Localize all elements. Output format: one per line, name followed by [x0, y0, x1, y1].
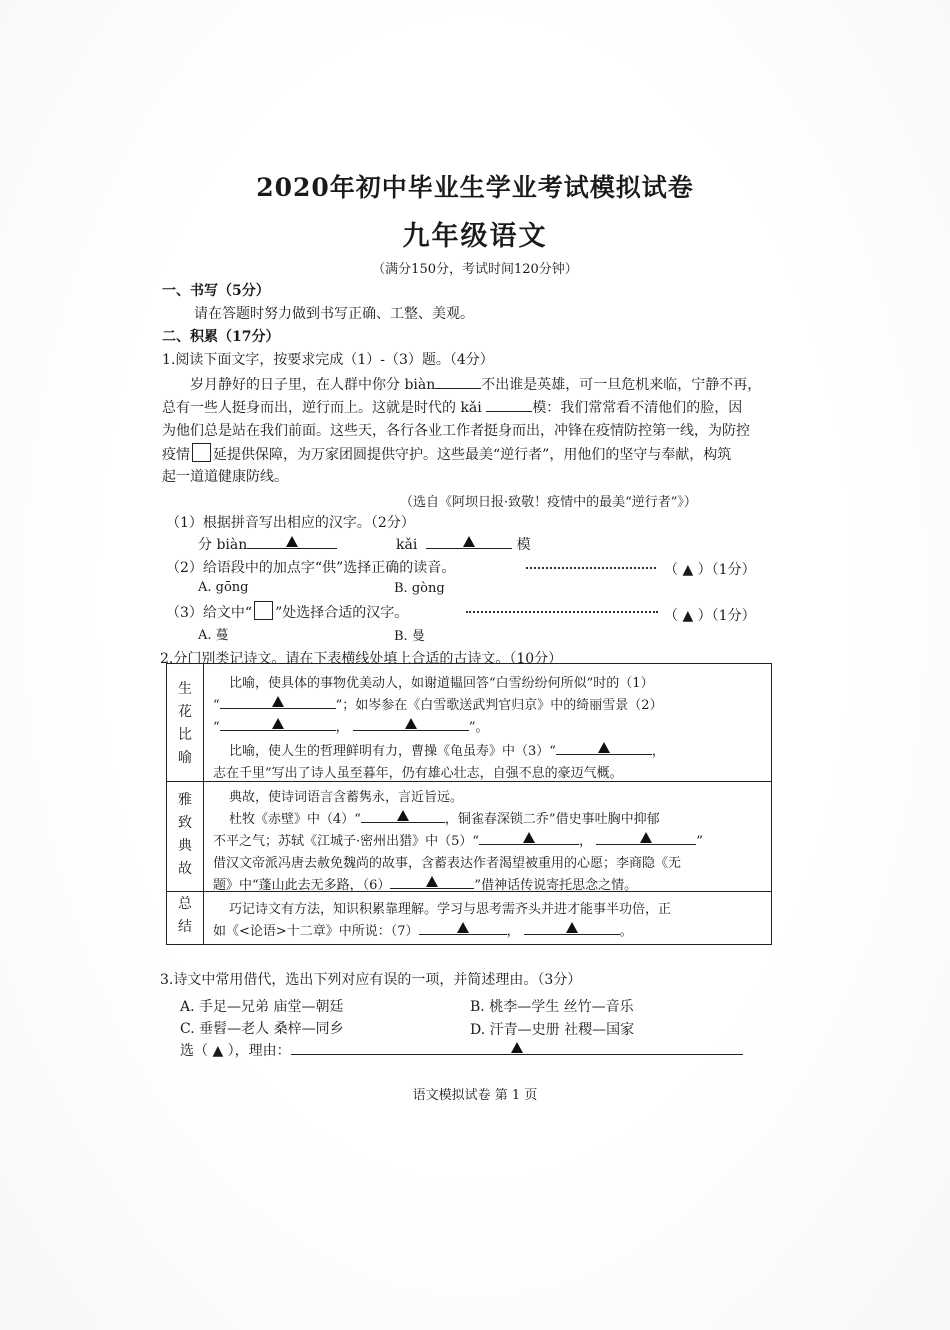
passage-l2b: 模：我们常常看不清他们的脸，因	[532, 400, 743, 416]
cat-char: 结	[178, 919, 192, 935]
q3-prompt: 3.诗文中常用借代，选出下列对应有误的一项，并简述理由。（3分）	[160, 972, 582, 988]
triangle-marker-icon	[457, 922, 469, 933]
subject-title: 九年级语文	[402, 221, 548, 252]
triangle-marker-icon	[640, 832, 652, 843]
passage-l1b: 不出谁是英雄，可一旦危机来临，宁静不再，	[481, 377, 762, 393]
passage-l2a: 总有一些人挺身而出，逆行而上。这就是时代的 kǎi	[162, 400, 482, 416]
r1-l2a: “	[213, 698, 220, 713]
r2-l3b: ，	[579, 834, 593, 849]
category-yazhi-diangu	[167, 789, 203, 881]
sub3-box	[254, 601, 273, 620]
sub3-prompt-a: （3）给文中“	[166, 605, 253, 621]
passage-l4b: 延提供保障，为万家团圆提供守护。这些最美“逆行者”，用他们的坚守与奉献，构筑	[213, 447, 732, 463]
r2-l5a: 题》中“蓬山此去无多路，（6）	[213, 878, 391, 893]
triangle-marker-icon	[511, 1042, 523, 1053]
sub1-b-label: kǎi	[396, 537, 418, 553]
r3-l2c: 。	[619, 924, 633, 939]
r1-line5: 志在千里”写出了诗人虽至暮年，仍有雄心壮志，自强不息的豪迈气概。	[213, 766, 623, 781]
category-zongjie	[167, 893, 203, 939]
sub1-b-blank[interactable]	[426, 534, 512, 549]
triangle-marker-icon	[426, 876, 438, 887]
q3-answer-label: 选（ ▲ ），理由：	[180, 1043, 291, 1059]
blank-5b[interactable]	[596, 830, 696, 845]
q3-answer-line	[180, 1040, 743, 1060]
sub3-option-b: B. 曼	[394, 629, 425, 644]
blank-6[interactable]	[390, 874, 474, 889]
sub2-leader	[526, 558, 656, 577]
passage-l1a: 岁月静好的日子里，在人群中你分 biàn	[190, 377, 436, 393]
q3-option-d: D. 汗青—史册 社稷—国家	[470, 1022, 635, 1038]
r2-line5	[213, 874, 637, 893]
q3-option-b: B. 桃李—学生 丝竹—音乐	[470, 999, 634, 1015]
triangle-marker-icon	[566, 922, 578, 933]
r3-l2b: ，	[506, 924, 520, 939]
q3-option-a: A. 手足—兄弟 庙堂—朝廷	[180, 999, 344, 1015]
sub3-leader	[466, 602, 658, 621]
passage-l4a: 疫情	[162, 447, 190, 463]
triangle-marker-icon	[523, 832, 535, 843]
passage-source: （选自《阿坝日报·致敬！疫情中的最美“逆行者”》）	[400, 495, 697, 510]
cat-char: 生	[178, 681, 192, 697]
triangle-marker-icon	[598, 742, 610, 753]
poem-table	[166, 663, 772, 945]
r2-line4: 借汉文帝派冯唐去赦免魏尚的故事，含蓄表达作者渴望被重用的心愿；李商隐《无	[213, 856, 682, 871]
r3-line2	[213, 920, 633, 939]
r1-l3a: “	[213, 720, 220, 735]
r2-l3a: 不平之气；苏轼《江城子·密州出猎》中（5）“	[213, 834, 480, 849]
sub1-answer-a	[198, 534, 337, 554]
cat-char: 总	[178, 896, 192, 912]
section2-heading: 二、积累（17分）	[162, 329, 280, 345]
category-shenghua-biyu	[167, 678, 203, 770]
r2-l2b: ，铜雀春深锁二乔”借史事吐胸中抑郁	[444, 812, 660, 827]
blank-5a[interactable]	[479, 830, 579, 845]
sub1-a-label: 分 biàn	[198, 537, 248, 553]
r2-line1: 典故，使诗词语言含蓄隽永，言近旨远。	[229, 790, 464, 805]
sub3-prompt	[166, 601, 408, 622]
passage-line-1	[190, 374, 761, 394]
r2-l2a: 杜牧《赤壁》中（4）“	[229, 812, 361, 827]
section1-heading: 一、书写（5分）	[162, 283, 270, 299]
r1-l3c: ”。	[468, 720, 489, 735]
page-footer: 语文模拟试卷 第 1 页	[412, 1088, 538, 1103]
blank-1[interactable]	[220, 694, 336, 709]
sub3-score: （ ▲ ）（1分）	[664, 608, 756, 624]
r1-line1: 比喻，使具体的事物优美动人，如谢道韫回答“白雪纷纷何所似”时的（1）	[229, 676, 654, 691]
cat-char: 故	[178, 861, 192, 877]
r2-line3	[213, 830, 703, 849]
sub2-score: （ ▲ ）（1分）	[664, 562, 756, 578]
sub2-option-a: A. gōng	[198, 580, 249, 595]
exam-title: 2020年初中毕业生学业考试模拟试卷	[256, 173, 694, 202]
sub2-option-b: B. gòng	[394, 581, 445, 596]
r1-l4a: 比喻，使人生的哲理鲜明有力，曹操《龟虽寿》中（3）“	[229, 744, 556, 759]
triangle-marker-icon	[397, 810, 409, 821]
cat-char: 喻	[178, 750, 192, 766]
passage-line-3: 为他们总是站在我们前面。这些天，各行各业工作者挺身而出，冲锋在疫情防控第一线，为防控	[162, 423, 750, 439]
blank-3[interactable]	[556, 740, 652, 755]
r1-line3	[213, 716, 488, 735]
r2-line2	[229, 808, 660, 827]
sub1-prompt: （1）根据拼音写出相应的汉字。（2分）	[166, 515, 415, 531]
cat-char: 比	[178, 727, 192, 743]
passage-line-4	[162, 443, 731, 464]
cat-char: 典	[178, 838, 192, 854]
r1-line4	[229, 740, 665, 759]
blank-box[interactable]	[192, 443, 211, 462]
triangle-marker-icon	[405, 718, 417, 729]
triangle-marker-icon	[463, 536, 475, 547]
blank-7b[interactable]	[524, 920, 620, 935]
sub3-prompt-b: ”处选择合适的汉字。	[275, 605, 409, 621]
r1-line2	[213, 694, 663, 713]
blank-4[interactable]	[361, 808, 445, 823]
triangle-marker-icon	[272, 696, 284, 707]
q2-prompt: 2.分门别类记诗文。请在下表横线处填上合适的古诗文。（10分）	[160, 651, 563, 667]
triangle-marker-icon	[286, 536, 298, 547]
table-divider	[203, 664, 204, 944]
sub1-a-blank[interactable]	[247, 534, 337, 549]
sub1-answer-b	[396, 534, 531, 554]
r2-l3c: ”	[696, 834, 703, 849]
sub3-option-a: A. 蔓	[198, 628, 229, 643]
r1-l2b: ”；如岑参在《白雪歌送武判官归京》中的绮丽雪景（2）	[335, 698, 663, 713]
blank-bian[interactable]	[435, 374, 481, 389]
passage-line-5: 起一道道健康防线。	[162, 469, 288, 485]
q3-reason-blank[interactable]	[291, 1040, 743, 1055]
r1-l4b: ，	[651, 744, 665, 759]
q3-option-c: C. 垂髫—老人 桑梓—同乡	[180, 1021, 344, 1037]
r3-line1: 巧记诗文有方法，知识积累靠理解。学习与思考需齐头并进才能事半功倍，正	[229, 902, 672, 917]
dotted-leader	[466, 611, 658, 613]
r3-l2a: 如《<论语>十二章》中所说：（7）	[213, 924, 419, 939]
blank-2b[interactable]	[353, 716, 469, 731]
cat-char: 花	[178, 704, 192, 720]
blank-7a[interactable]	[419, 920, 507, 935]
blank-kai[interactable]	[486, 397, 532, 412]
triangle-marker-icon	[272, 718, 284, 729]
q1-prompt: 1.阅读下面文字，按要求完成（1）-（3）题。（4分）	[162, 352, 494, 368]
cat-char: 雅	[178, 792, 192, 808]
r1-l3b: ，	[335, 720, 349, 735]
cat-char: 致	[178, 815, 192, 831]
exam-subtitle: （满分150分，考试时间120分钟）	[372, 262, 578, 277]
table-row-divider	[167, 781, 771, 782]
sub1-b-suffix: 模	[516, 537, 531, 553]
r2-l5b: ”借神话传说寄托思念之情。	[474, 878, 638, 893]
dotted-leader	[526, 567, 656, 569]
sub2-prompt: （2）给语段中的加点字“供”选择正确的读音。	[166, 560, 456, 576]
passage-line-2	[162, 397, 742, 417]
blank-2a[interactable]	[220, 716, 336, 731]
section1-text: 请在答题时努力做到书写正确、工整、美观。	[194, 306, 474, 322]
